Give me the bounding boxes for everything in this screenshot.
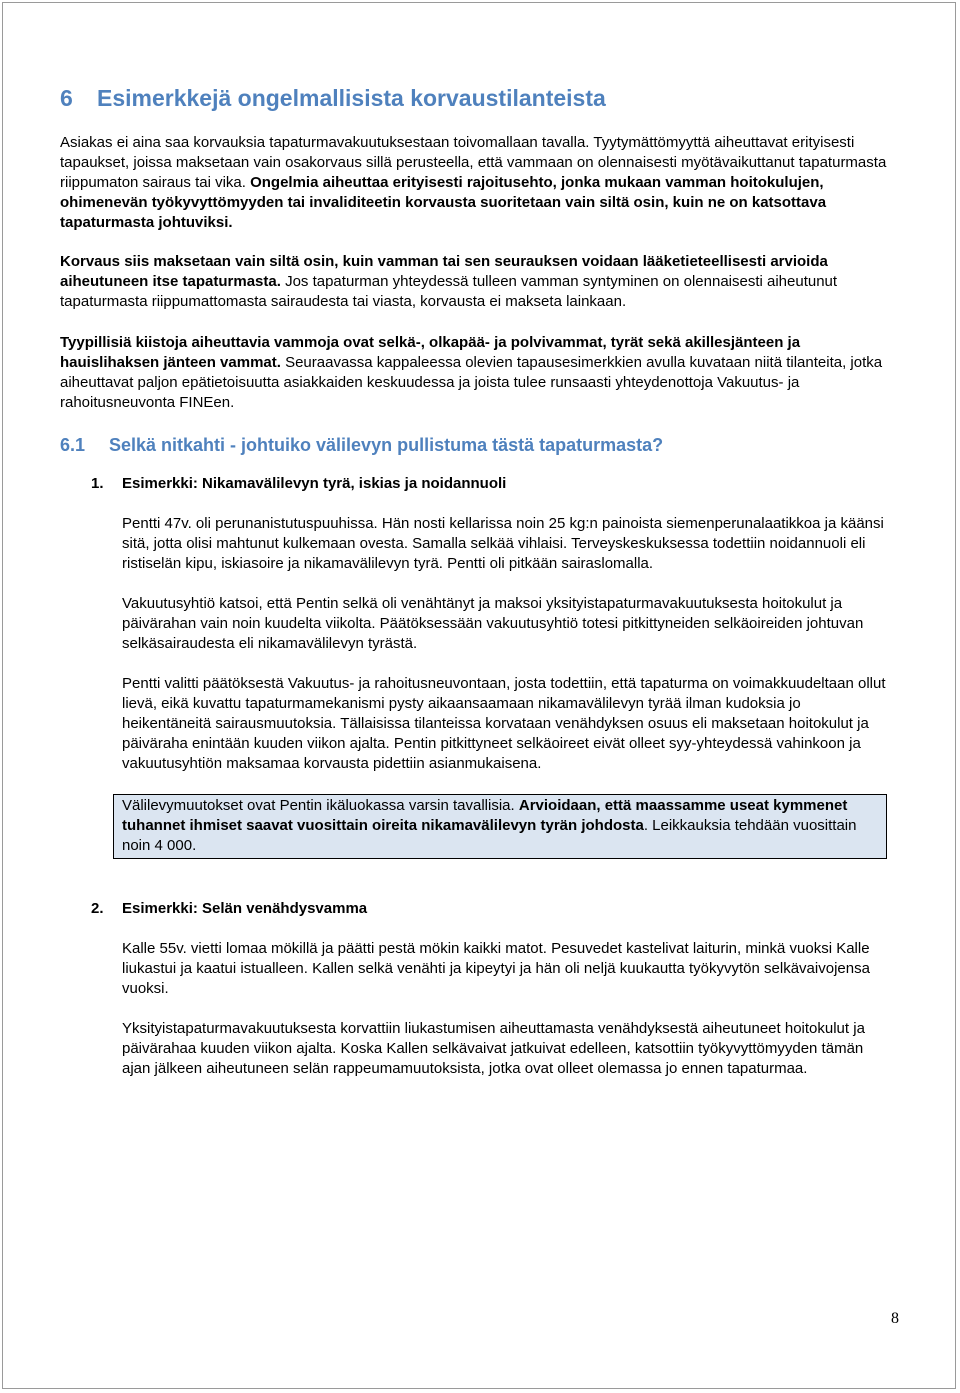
subsection-number: 6.1 [60,435,86,455]
intro-p3-text: Seuraavassa kappaleessa olevien tapausesimerkkien avulla kuvataan niitä tilanteita, jotka aiheuttavat paljon epätietoisuutta asiakkaiden keskuudessa ja joista tulee runsaasti yhteydenottoja Vakuutus- ja rahoitusneuvonta FINEen. [60,354,883,411]
intro-paragraph-2 [60,252,890,312]
intro-p3-emphasis: Tyypillisiä kiistoja aiheuttavia vammoja ovat selkä-, olkapää- ja polvivammat, tyrät sekä akillesjänteen ja hauislihaksen jänteen vammat. [60,334,801,371]
example-2-paragraph-1: Kalle 55v. vietti lomaa mökillä ja päätti pestä mökin kaikki matot. Pesuvedet kastelivat laiturin, minkä vuoksi Kalle liukastui ja kaatui istualleen. Kallen selkä venähti ja kipeytyi ja hän oli neljä kuukautta työkyvytön selkävaivojensa vuoksi. [122,940,870,997]
info-box-text-2: . Leikkauksia tehdään vuosittain noin 4 000. [122,817,857,854]
page-number: 8 [891,1310,899,1327]
section-number: 6 [60,85,73,111]
intro-paragraph-3 [60,333,890,413]
info-box [113,794,887,859]
intro-p1-text: Asiakas ei aina saa korvauksia tapaturmavakuutuksestaan toivomallaan tavalla. Tyytymättömyyttä aiheuttavat erityisesti tapaukset, joissa maksetaan vain osakorvaus sillä perusteella, että vammaan on olennaisesti myötävaikuttanut tapaturmasta riippumaton sairaus tai vika. [60,134,887,191]
info-box-text [122,796,878,856]
subsection-heading [60,433,890,457]
example-1-paragraph-3: Pentti valitti päätöksestä Vakuutus- ja rahoitusneuvontaan, josta todettiin, että tapaturma on voimakkuudeltaan ollut lievä, eikä kuvattu tapaturmamekanismi pysty aikaansaamaan nikamavälilevyn tyrää ilman kudoksia jo heikentäneitä sairausmuutoksia. Tällaisissa tilanteissa korvataan venähdyksen osuus eli maksetaan hoitokulut ja päiväraha enintään kuuden viikon ajalta. Pentin pitkittyneet selkäoireet eivät olleet syy-yhteydessä vahinkoon ja vakuutusyhtiön maksamaa korvausta pidettiin asianmukaisena. [122,675,886,772]
intro-p2-emphasis: Korvaus siis maksetaan vain siltä osin, kuin vamman tai sen seurauksen voidaan lääketieteellisesti arvioida aiheutuneen itse tapaturmasta. [60,253,828,290]
subsection-title: Selkä nitkahti - johtuiko välilevyn pullistuma tästä tapaturmasta? [109,435,664,455]
section-heading [60,84,890,112]
example-2-title [91,899,890,919]
example-1-title-text: Esimerkki: Nikamavälilevyn tyrä, iskias ja noidannuoli [122,475,507,492]
document-body [60,84,890,1079]
example-1-paragraph-1: Pentti 47v. oli perunanistutuspuuhissa. Hän nosti kellarissa noin 25 kg:n painoista siemenperunalaatikkoa ja käänsi sitä, jotta olisi mahtunut kulkemaan ovesta. Samalla selkää vihlaisi. Terveyskeskuksessa todettiin noidannuoli eli ristiselän kipu, iskiasoire ja nikamavälilevyn tyrä. Pentti oli pitkään sairaslomalla. [122,515,884,572]
example-2-title-text: Esimerkki: Selän venähdysvamma [122,900,368,917]
intro-paragraph-1 [60,133,890,233]
example-1-paragraph-2: Vakuutusyhtiö katsoi, että Pentin selkä oli venähtänyt ja maksoi yksityistapaturmavakuutuksesta hoitokulut ja päivärahan vain noin kuudelta viikolta. Päätöksessään vakuutusyhtiö totesi pitkittyneiden selkäoireiden johtuvan selkäsairaudesta eli nikamavälilevyn tyrästä. [122,595,864,652]
example-2-number: 2. [91,900,104,917]
section-title: Esimerkkejä ongelmallisista korvaustilanteista [97,85,606,111]
info-box-text-1: Välilevymuutokset ovat Pentin ikäluokassa varsin tavallisia. [122,797,519,814]
info-box-emphasis: Arvioidaan, että maassamme useat kymmenet tuhannet ihmiset saavat vuosittain oireita nikamavälilevyn tyrän johdosta [122,797,848,834]
intro-p2-text: Jos tapaturman yhteydessä tulleen vamman syntyminen on olennaisesti aiheutunut tapaturmasta riippumattomasta sairaudesta tai viasta, korvausta ei makseta lainkaan. [60,273,838,310]
intro-p1-emphasis: Ongelmia aiheuttaa erityisesti rajoitusehto, jonka mukaan vamman hoitokulujen, ohimenevän työkyvyttömyyden tai invaliditeetin korvausta suoritetaan vain siltä osin, kuin ne on katsottava tapaturmasta johtuviksi. [60,174,827,231]
example-1-number: 1. [91,475,104,492]
example-1-title [91,474,890,494]
example-2-paragraph-2: Yksityistapaturmavakuutuksesta korvattiin liukastumisen aiheuttamasta venähdyksestä aiheutuneet hoitokulut ja päivärahaa kuuden viikon ajalta. Koska Kallen selkävaivat jatkuivat edelleen, katsottiin työkyvyttömyyden tämän ajan jälkeen aiheutuneen selän rappeumamuutoksista, jotka ovat olleet olemassa jo ennen tapaturmaa. [122,1020,865,1077]
